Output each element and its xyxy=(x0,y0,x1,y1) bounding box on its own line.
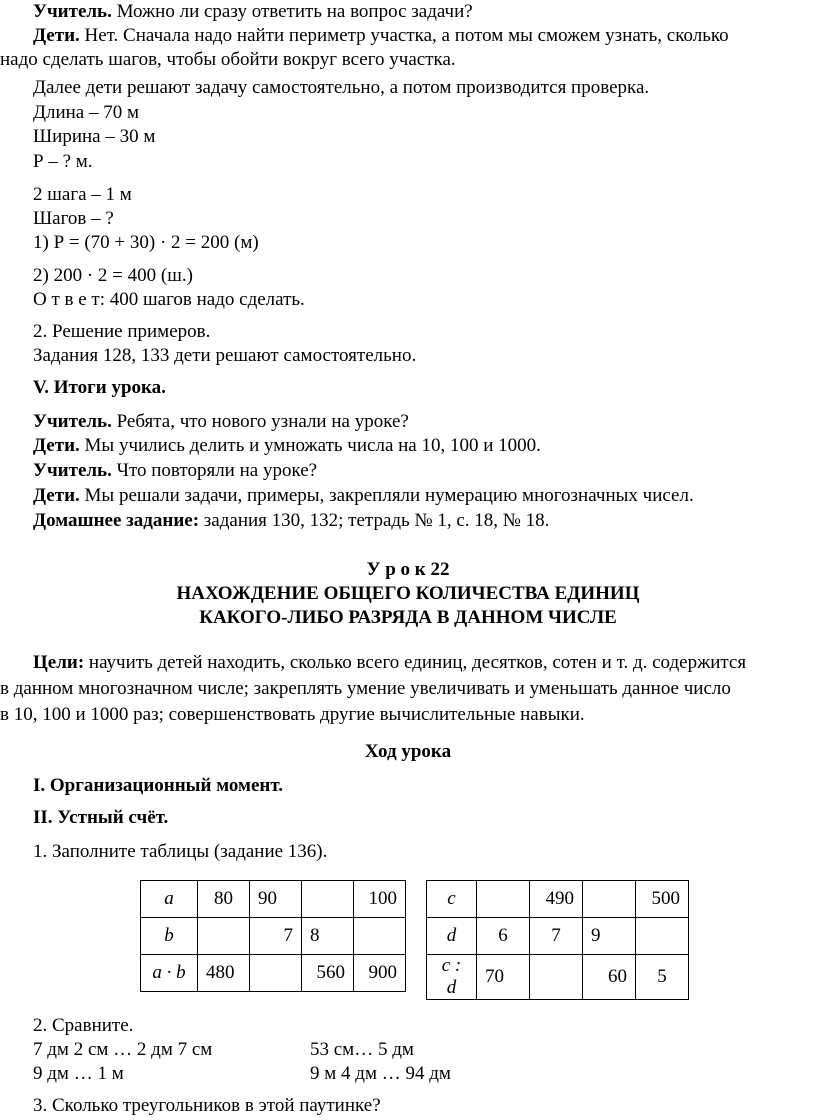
compare-item: 7 дм 2 см … 2 дм 7 см xyxy=(33,1039,213,1060)
lesson-title: НАХОЖДЕНИЕ ОБЩЕГО КОЛИЧЕСТВА ЕДИНИЦ xyxy=(176,583,640,604)
table-row xyxy=(141,955,406,992)
table-cell: 500 xyxy=(636,881,689,918)
table-cell: a xyxy=(141,881,198,918)
dialogue-line: Дети. Мы учились делить и умножать числа на 10, 100 и 1000. xyxy=(33,435,541,456)
text-line: О т в е т: 400 шагов надо сделать. xyxy=(33,289,305,310)
lesson-number: У р о к 22 xyxy=(366,559,450,580)
text-line: 2 шага – 1 м xyxy=(33,184,132,205)
text-line: 2. Решение примеров. xyxy=(33,321,211,342)
table-cell: 60 xyxy=(583,955,636,1000)
table-cell xyxy=(250,955,302,992)
table-cell: 490 xyxy=(530,881,583,918)
compare-item: 53 см… 5 дм xyxy=(310,1039,414,1060)
table-cell: 70 xyxy=(477,955,530,1000)
text-line: 1) Р = (70 + 30) · 2 = 200 (м) xyxy=(33,232,259,253)
section-heading: V. Итоги урока. xyxy=(33,377,166,398)
dialogue-line: Учитель. Можно ли сразу ответить на вопрос задачи? xyxy=(33,1,473,22)
table-cell xyxy=(530,955,583,1000)
section-heading: II. Устный счёт. xyxy=(33,807,169,828)
table-cell: b xyxy=(141,918,198,955)
table-cell: c : d xyxy=(427,955,477,1000)
goals-line: Цели: научить детей находить, сколько всего единиц, десятков, сотен и т. д. содержится xyxy=(33,652,747,673)
dialogue-line: Учитель. Ребята, что нового узнали на уроке? xyxy=(33,411,409,432)
task-line: 1. Заполните таблицы (задание 136). xyxy=(33,841,328,862)
table-cell xyxy=(636,918,689,955)
text-line: Задания 128, 133 дети решают самостоятельно. xyxy=(33,345,417,366)
table-cell: 7 xyxy=(530,918,583,955)
table-row xyxy=(141,881,406,918)
task-line: 2. Сравните. xyxy=(33,1015,134,1036)
table-cell xyxy=(302,881,354,918)
course-heading: Ход урока xyxy=(364,741,452,762)
task-line: 3. Сколько треугольников в этой паутинке? xyxy=(33,1095,381,1116)
table-cell: 80 xyxy=(198,881,250,918)
table-cell: 90 xyxy=(250,881,302,918)
text-line: Ширина – 30 м xyxy=(33,126,156,147)
text-line: Шагов – ? xyxy=(33,208,114,229)
table-cell: c xyxy=(427,881,477,918)
table-row xyxy=(427,881,689,918)
table-cell: 7 xyxy=(250,918,302,955)
table-cell: 9 xyxy=(583,918,636,955)
dialogue-line: Дети. Нет. Сначала надо найти периметр участка, а потом мы сможем узнать, сколько xyxy=(33,25,729,46)
goals-line: в данном многозначном числе; закреплять умение увеличивать и уменьшать данное число xyxy=(0,678,731,699)
section-heading: I. Организационный момент. xyxy=(33,775,284,796)
lesson-title: КАКОГО-ЛИБО РАЗРЯДА В ДАННОМ ЧИСЛЕ xyxy=(199,607,617,628)
dialogue-line: Учитель. Что повторяли на уроке? xyxy=(33,460,318,481)
table-cell: 5 xyxy=(636,955,689,1000)
table-cell: 480 xyxy=(198,955,250,992)
table-cell xyxy=(354,918,406,955)
table-cell: 100 xyxy=(354,881,406,918)
table-cell xyxy=(583,881,636,918)
table-cell xyxy=(198,918,250,955)
text-line: Далее дети решают задачу самостоятельно, а потом производится проверка. xyxy=(33,77,650,98)
goals-line: в 10, 100 и 1000 раз; совершенствовать другие вычислительные навыки. xyxy=(0,704,585,725)
text-line: Длина – 70 м xyxy=(33,102,139,123)
homework-line: Домашнее задание: задания 130, 132; тетрадь № 1, с. 18, № 18. xyxy=(33,510,550,531)
compare-item: 9 м 4 дм … 94 дм xyxy=(310,1063,451,1084)
text-line: надо сделать шагов, чтобы обойти вокруг всего участка. xyxy=(0,49,456,70)
table-row xyxy=(427,955,689,1000)
dialogue-line: Дети. Мы решали задачи, примеры, закрепляли нумерацию многозначных чисел. xyxy=(33,485,694,506)
table-division xyxy=(426,880,689,1000)
table-cell: 900 xyxy=(354,955,406,992)
table-cell: 8 xyxy=(302,918,354,955)
table-cell: a · b xyxy=(141,955,198,992)
text-line: 2) 200 · 2 = 400 (ш.) xyxy=(33,265,193,286)
table-cell xyxy=(477,881,530,918)
table-cell: d xyxy=(427,918,477,955)
text-line: Р – ? м. xyxy=(33,151,93,172)
table-multiplication xyxy=(140,880,406,992)
table-row xyxy=(427,918,689,955)
compare-item: 9 дм … 1 м xyxy=(33,1063,124,1084)
table-row xyxy=(141,918,406,955)
table-cell: 6 xyxy=(477,918,530,955)
table-cell: 560 xyxy=(302,955,354,992)
